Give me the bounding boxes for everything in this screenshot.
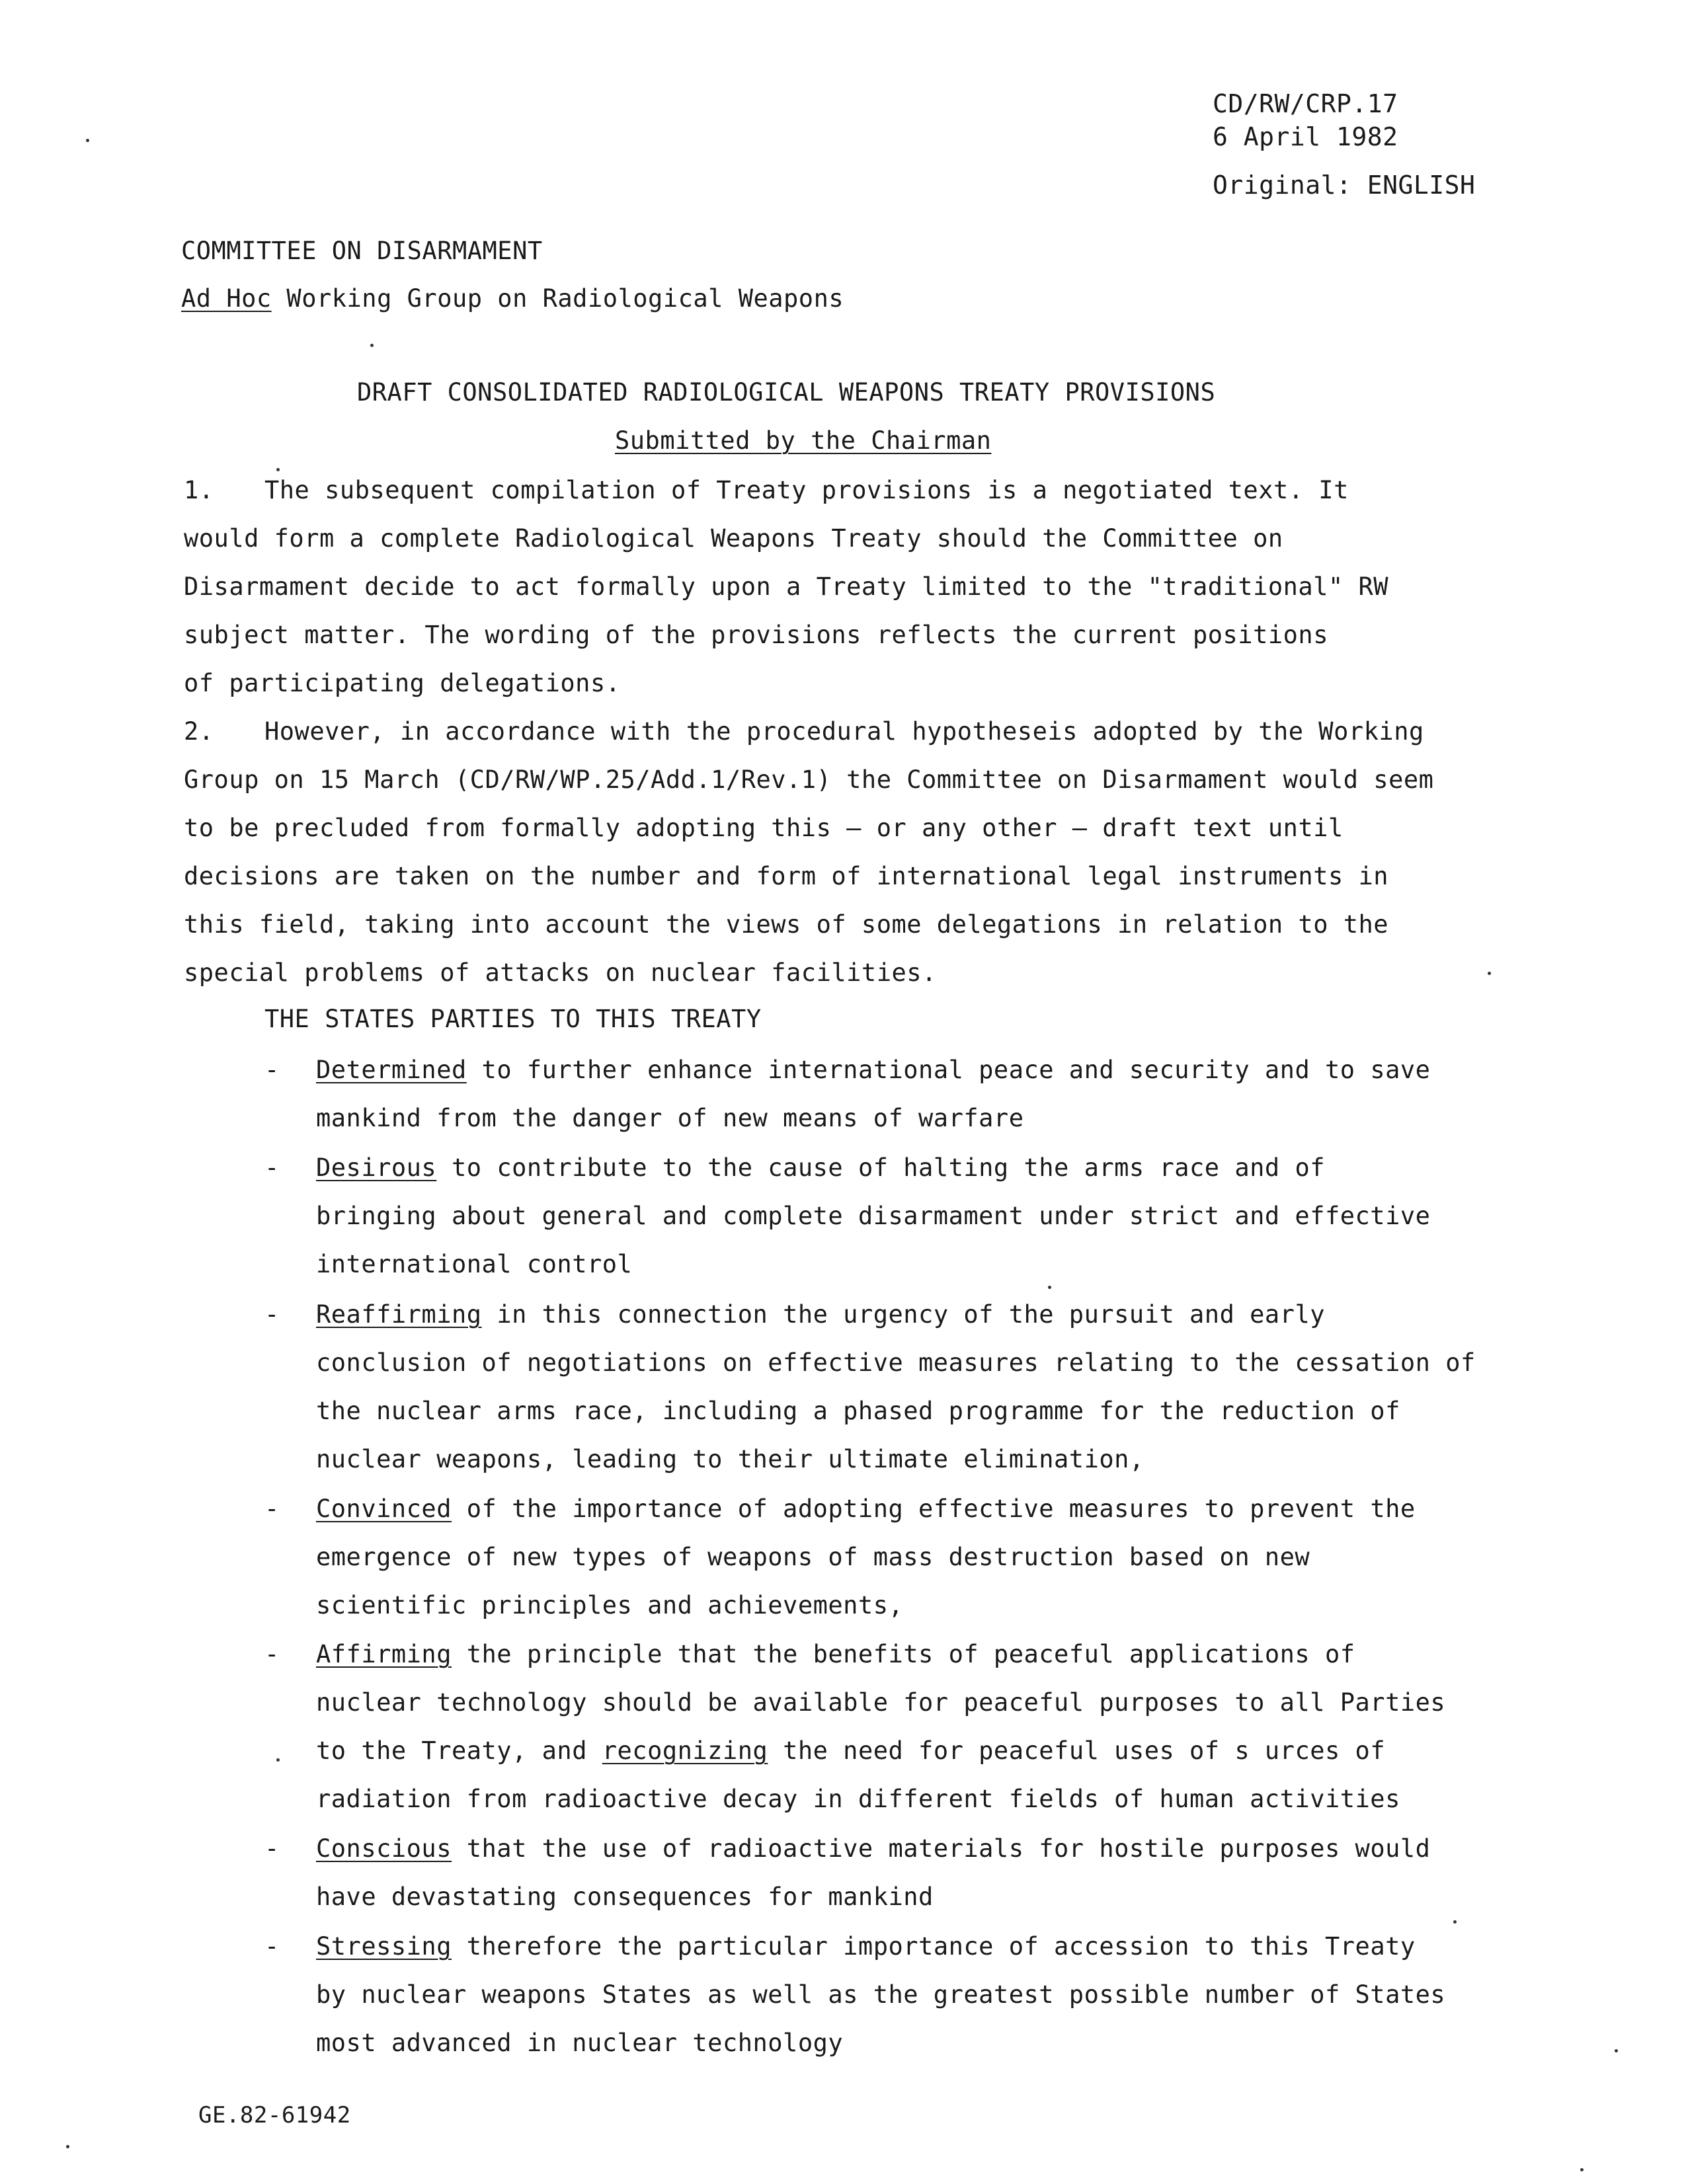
scan-speck <box>276 1758 280 1762</box>
preamble-keyword: Determined <box>316 1056 467 1084</box>
document-symbol: CD/RW/CRP.17 <box>1213 89 1398 118</box>
paragraph-line: Group on 15 March (CD/RW/WP.25/Add.1/Rev.1) the Committee on Disarmament would seem <box>184 765 1434 794</box>
list-dash: - <box>264 1640 280 1668</box>
paragraph-line: of participating delegations. <box>184 669 621 697</box>
preamble-keyword: Reaffirming <box>316 1300 482 1329</box>
list-dash: - <box>264 1834 280 1863</box>
paragraph-line: Disarmament decide to act formally upon a Treaty limited to the "traditional" RW <box>184 572 1389 601</box>
original-language: Original: ENGLISH <box>1213 171 1476 200</box>
scan-speck <box>1488 972 1491 975</box>
paragraph-line: would form a complete Radiological Weapons Treaty should the Committee on <box>184 524 1283 553</box>
preamble-item-affirming: - Affirming the principle that the benefits of peaceful applications of nuclear technology should be available for peaceful purposes to all Parties to the Treaty, and recognizing the need for peaceful uses of s urces of radiation from radioactive decay in different fields of human activities <box>264 1630 1574 1823</box>
preamble-item-desirous: - Desirous to contribute to the cause of halting the arms race and of bringing about general and complete disarmament under strict and effective international control <box>264 1144 1574 1288</box>
preamble-keyword: Affirming <box>316 1640 452 1668</box>
preamble-keyword: Conscious <box>316 1834 452 1863</box>
paragraph-line: to be precluded from formally adopting this — or any other — draft text until <box>184 814 1344 842</box>
paragraph-line: this field, taking into account the views of some delegations in relation to the <box>184 910 1389 939</box>
document-subtitle: Submitted by the Chairman <box>615 426 992 455</box>
scan-speck <box>86 139 89 142</box>
paragraph-line: subject matter. The wording of the provisions reflects the current positions <box>184 621 1328 649</box>
preamble-heading: THE STATES PARTIES TO THIS TREATY <box>264 1005 762 1033</box>
scan-speck <box>66 2145 69 2148</box>
paragraph-line: 1. The subsequent compilation of Treaty provisions is a negotiated text. It <box>184 466 1533 514</box>
scan-speck <box>1048 1286 1051 1289</box>
preamble-item-convinced: - Convinced of the importance of adopting effective measures to prevent the emergence of new types of weapons of mass destruction based on new scientific principles and achievements, <box>264 1485 1574 1629</box>
scan-speck <box>1615 2049 1618 2052</box>
list-dash: - <box>264 1153 280 1182</box>
paragraph-number: 1. <box>184 476 214 504</box>
scan-speck <box>276 468 280 471</box>
working-group-prefix: Ad Hoc <box>181 284 272 313</box>
document-date: 6 April 1982 <box>1213 122 1398 151</box>
paragraph-line: 2. However, in accordance with the procedural hypotheseis adopted by the Working <box>184 707 1533 756</box>
preamble-item-conscious: - Conscious that the use of radioactive materials for hostile purposes would have devastating consequences for mankind <box>264 1824 1574 1921</box>
committee-name: COMMITTEE ON DISARMAMENT <box>181 237 543 265</box>
paragraph-number: 2. <box>184 717 214 746</box>
list-dash: - <box>264 1495 280 1523</box>
preamble-keyword: Convinced <box>316 1495 452 1523</box>
paragraph-1 <box>184 466 1533 707</box>
working-group-name <box>181 284 844 313</box>
scan-speck <box>1580 2168 1584 2171</box>
paragraph-line: special problems of attacks on nuclear facilities. <box>184 958 937 987</box>
preamble-keyword: Desirous <box>316 1153 437 1182</box>
preamble-item-reaffirming: - Reaffirming in this connection the urgency of the pursuit and early conclusion of negotiations on effective measures relating to the cessation of the nuclear arms race, including a phased programme for the reduction of nuclear weapons, leading to their ultimate elimination, <box>264 1290 1574 1483</box>
paragraph-line: decisions are taken on the number and form of international legal instruments in <box>184 862 1389 890</box>
job-number: GE.82-61942 <box>198 2102 351 2128</box>
preamble-keyword: Stressing <box>316 1932 452 1961</box>
scan-speck <box>1453 1920 1457 1924</box>
working-group-rest: Working Group on Radiological Weapons <box>271 284 844 313</box>
list-dash: - <box>264 1932 280 1961</box>
preamble-item-stressing: - Stressing therefore the particular importance of accession to this Treaty by nuclear weapons States as well as the greatest possible number of States most advanced in nuclear technology <box>264 1922 1574 2067</box>
preamble-keyword: recognizing <box>602 1736 768 1765</box>
scan-speck <box>370 344 374 347</box>
document-title: DRAFT CONSOLIDATED RADIOLOGICAL WEAPONS TREATY PROVISIONS <box>357 378 1216 407</box>
preamble-item-determined: - Determined to further enhance international peace and security and to save mankind from the danger of new means of warfare <box>264 1046 1574 1142</box>
list-dash: - <box>264 1300 280 1329</box>
list-dash: - <box>264 1056 280 1084</box>
paragraph-2 <box>184 707 1533 997</box>
